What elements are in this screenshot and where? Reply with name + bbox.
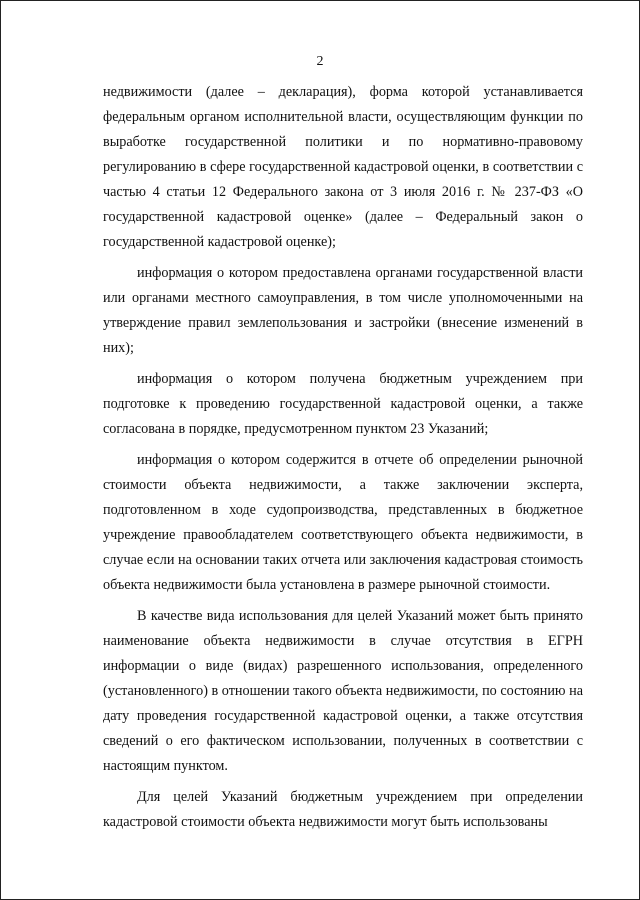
paragraph-list-item: информация о котором получена бюджетным учреждением при подготовке к проведению государственной кадастровой оценки, а также согласована в порядке, предусмотренном пунктом 23 Указаний; <box>103 371 583 437</box>
paragraph-continuation: недвижимости (далее – декларация), форма которой устанавливается федеральным органом исполнительной власти, осуществляющим функции по выработке государственной политики и по нормативно-правовому регулированию в сфере государственной кадастровой оценки, в соответствии с частью 4 статьи 12 Федерального закона от 3 июля 2016 г. № 237-ФЗ «О государственной кадастровой оценке» (далее – Федеральный закон о государственной кадастровой оценке); <box>103 84 583 250</box>
page-number: 2 <box>316 54 324 69</box>
document-body <box>103 80 583 841</box>
paragraph-list-item: информация о котором содержится в отчете об определении рыночной стоимости объекта недвижимости, а также заключении эксперта, подготовленном в ходе судопроизводства, представленных в бюджетное учреждение правообладателем соответствующего объекта недвижимости, в случае если на основании таких отчета или заключения кадастровая стоимость объекта недвижимости была установлена в размере рыночной стоимости. <box>103 452 583 593</box>
paragraph-list-item: информация о котором предоставлена органами государственной власти или органами местного самоуправления, в том числе уполномоченными на утверждение правил землепользования и застройки (внесение изменений в них); <box>103 265 583 356</box>
paragraph: В качестве вида использования для целей Указаний может быть принято наименование объекта недвижимости в случае отсутствия в ЕГРН информации о виде (видах) разрешенного использования, определенного (установленного) в отношении такого объекта недвижимости, по состоянию на дату проведения государственной кадастровой оценки, а также отсутствия сведений о его фактическом использовании, полученных в соответствии с настоящим пунктом. <box>103 608 583 774</box>
paragraph: Для целей Указаний бюджетным учреждением при определении кадастровой стоимости объекта недвижимости могут быть использованы <box>103 789 583 830</box>
